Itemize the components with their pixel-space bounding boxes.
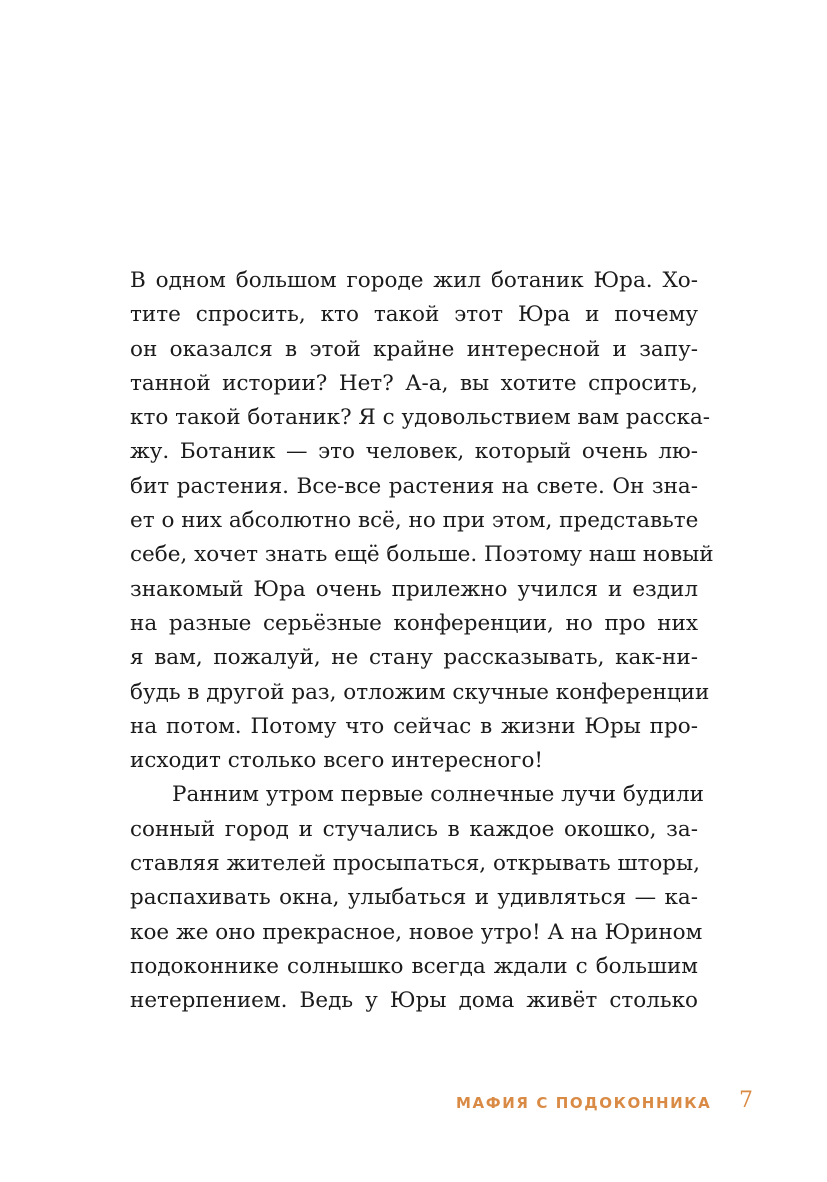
text-line: кто такой ботаник? Я с удовольствием вам расска- [130, 405, 711, 431]
text-line: себе, хочет знать ещё больше. Поэтому наш новый [130, 542, 714, 568]
text-line: ставляя жителей просыпаться, открывать шторы, [130, 851, 701, 877]
running-title: МАФИЯ С ПОДОКОННИКА [456, 1094, 712, 1112]
text-line: тите спросить, кто такой этот Юра и почему [130, 302, 698, 328]
text-line: танной истории? Нет? А-а, вы хотите спросить, [130, 370, 698, 396]
text-line: бит растения. Все-все растения на свете. Он зна- [130, 473, 698, 499]
text-line: знакомый Юра очень прилежно учился и ездил [130, 576, 698, 602]
text-line: на потом. Потому что сейчас в жизни Юры про- [130, 713, 698, 739]
text-line: Ранним утром первые солнечные лучи будили [172, 782, 704, 808]
text-line: исходит столько всего интересного! [130, 748, 544, 774]
text-line: кое же оно прекрасное, новое утро! А на Юрином [130, 919, 703, 945]
text-line: он оказался в этой крайне интересной и запу- [130, 336, 698, 362]
text-line: я вам, пожалуй, не стану рассказывать, как-ни- [130, 645, 698, 671]
text-line: сонный город и стучались в каждое окошко, за- [130, 816, 698, 842]
text-line: будь в другой раз, отложим скучные конференции [130, 679, 710, 705]
text-line: нетерпением. Ведь у Юры дома живёт столько [130, 988, 698, 1014]
text-line: на разные серьёзные конференции, но про них [130, 610, 698, 636]
text-line: В одном большом городе жил ботаник Юра. Хо- [130, 268, 698, 293]
text-line: подоконнике солнышко всегда ждали с большим [130, 953, 698, 979]
body-text [130, 264, 714, 1019]
text-line: распахивать окна, улыбаться и удивляться — ка- [130, 885, 698, 911]
text-line: жу. Ботаник — это человек, который очень лю- [130, 439, 698, 465]
text-line: ет о них абсолютно всё, но при этом, представьте [130, 508, 699, 534]
page-number: 7 [739, 1088, 753, 1113]
